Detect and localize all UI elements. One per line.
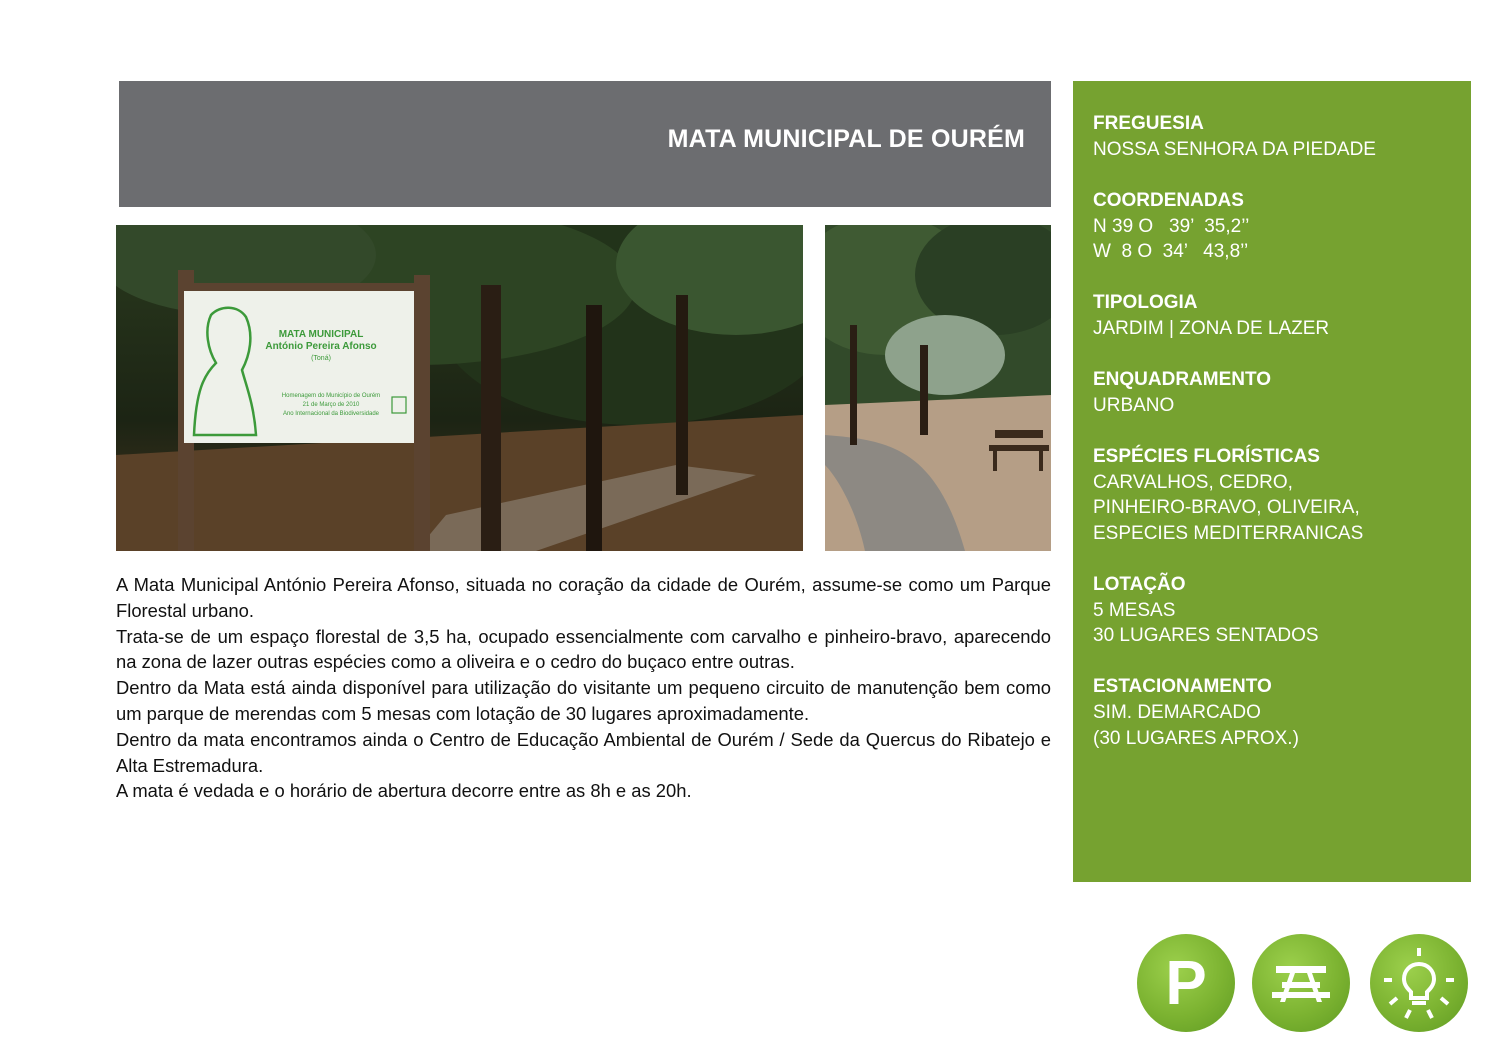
info-value: CARVALHOS, CEDRO, PINHEIRO-BRAVO, OLIVEIRA, ESPECIES MEDITERRANICAS <box>1093 471 1364 544</box>
info-value: NOSSA SENHORA DA PIEDADE <box>1093 139 1376 160</box>
info-label: LOTAÇÃO <box>1093 573 1186 595</box>
info-tipologia <box>1093 290 1463 342</box>
park-path-photo <box>825 225 1051 551</box>
park-sign-photo <box>116 225 803 551</box>
info-value: 5 MESAS 30 LUGARES SENTADOS <box>1093 599 1319 647</box>
sign-line-1: Homenagem do Município de Ourém <box>281 393 381 399</box>
parking-icon <box>1137 934 1235 1032</box>
info-lotacao <box>1093 572 1463 649</box>
info-label: ESTACIONAMENTO <box>1093 676 1272 698</box>
sign-title-3: (Toná) <box>311 355 331 362</box>
description-paragraph: Dentro da Mata está ainda disponível para utilização do visitante um pequeno circuito de manutenção bem como um parque de merendas com 5 mesas com lotação de 30 lugares aproximadamente. <box>116 677 1051 724</box>
info-especies <box>1093 444 1463 547</box>
page-title: MATA MUNICIPAL DE OURÉM <box>667 125 1025 153</box>
description-paragraph: Trata-se de um espaço florestal de 3,5 ha, ocupado essencialmente com carvalho e pinheiro-bravo, aparecendo na zona de lazer outras espécies como a oliveira e o cedro do buçaco entre outras. <box>116 625 1051 673</box>
sign-line-2: 21 de Março de 2010 <box>302 402 360 408</box>
info-value: N 39 O 39’ 35,2’’ W 8 O 34’ 43,8’’ <box>1093 215 1250 263</box>
sign-title-1: MATA MUNICIPAL <box>278 329 364 340</box>
parking-letter: P <box>1165 949 1207 1018</box>
light-bulb-icon <box>1370 934 1468 1032</box>
info-coordenadas <box>1093 188 1463 265</box>
description-paragraph: Dentro da mata encontramos ainda o Centro de Educação Ambiental de Ourém / Sede da Quercus do Ribatejo e Alta Estremadura. <box>116 728 1051 776</box>
info-label: COORDENADAS <box>1093 189 1244 211</box>
description-paragraph: A mata é vedada e o horário de abertura decorre entre as 8h e as 20h. <box>116 780 692 802</box>
info-value: URBANO <box>1093 394 1175 416</box>
sign-title-2: António Pereira Afonso <box>265 341 377 352</box>
info-label: TIPOLOGIA <box>1093 292 1198 314</box>
info-label: ENQUADRAMENTO <box>1093 368 1272 390</box>
sign-line-3: Ano Internacional da Biodiversidade <box>282 411 380 417</box>
info-label: ESPÉCIES FLORÍSTICAS <box>1093 445 1320 467</box>
info-value: SIM. DEMARCADO (30 LUGARES APROX.) <box>1093 702 1299 749</box>
info-freguesia <box>1093 111 1463 163</box>
info-value: JARDIM | ZONA DE LAZER <box>1093 318 1330 340</box>
info-enquadramento <box>1093 367 1463 419</box>
title-bar <box>119 81 1051 207</box>
description-paragraph: A Mata Municipal António Pereira Afonso, situada no coração da cidade de Ourém, assume-se como um Parque Florestal urbano. <box>116 574 1051 621</box>
info-estacionamento <box>1093 674 1463 751</box>
info-panel <box>1073 81 1471 882</box>
description <box>116 572 1051 804</box>
picnic-table-icon <box>1252 934 1350 1032</box>
info-label: FREGUESIA <box>1093 113 1204 134</box>
